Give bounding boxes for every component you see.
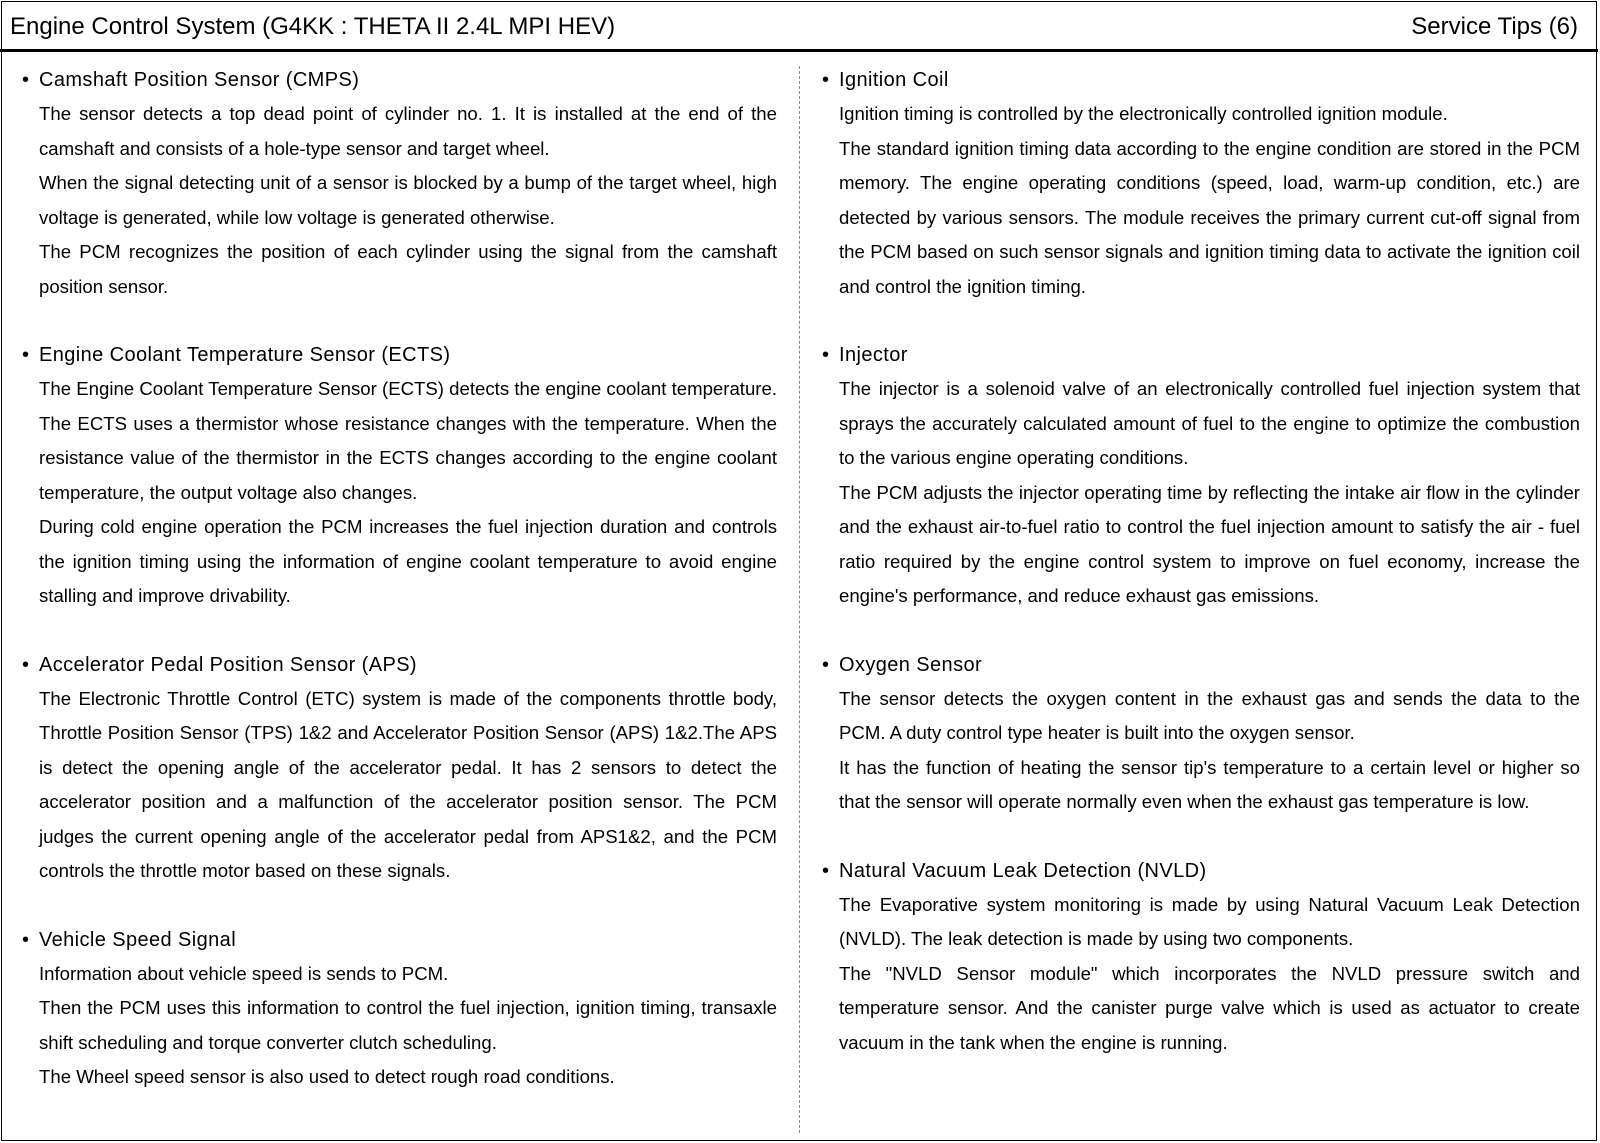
section-vehicle-speed (22, 923, 777, 1095)
bullet-icon: • (22, 344, 30, 366)
bullet-icon: • (22, 653, 30, 676)
section-nvld (822, 854, 1580, 1061)
paragraph: When the signal detecting unit of a sensor is blocked by a bump of the target wheel, high voltage is generated, while low voltage is generated otherwise. (39, 172, 777, 228)
column-divider (799, 66, 800, 1133)
left-column (22, 63, 777, 1143)
bullet-icon: • (22, 928, 30, 951)
page-title: Engine Control System (G4KK : THETA II 2.4L MPI HEV) (10, 13, 616, 40)
paragraph: The Electronic Throttle Control (ETC) system is made of the components throttle body, Throttle Position Sensor (TPS) 1&2 and Accelerator Position Sensor (APS) 1&2.The APS is detect the opening angle of the accelerator pedal. It has 2 sensors to detect the accelerator position and a malfunction of the accelerator position sensor. The PCM judges the current opening angle of the accelerator pedal from APS1&2, and the PCM controls the throttle motor based on these signals. (39, 687, 777, 881)
paragraph: The Engine Coolant Temperature Sensor (ECTS) detects the engine coolant temperature. The ECTS uses a thermistor whose resistance changes with the temperature. When the resistance value of the thermistor in the ECTS changes according to the engine coolant temperature, the output voltage also changes. (39, 378, 777, 503)
page-header (0, 0, 1598, 52)
paragraph: The sensor detects a top dead point of cylinder no. 1. It is installed at the end of the camshaft and consists of a hole-type sensor and target wheel. (39, 103, 777, 159)
paragraph: The "NVLD Sensor module" which incorporates the NVLD pressure switch and temperature sensor. And the canister purge valve which is used as actuator to create vacuum in the tank when the engine is running. (839, 962, 1580, 1053)
bullet-icon: • (22, 69, 30, 91)
page-label: Service Tips (6) (1411, 13, 1578, 40)
section-title: Vehicle Speed Signal (39, 928, 237, 951)
paragraph: During cold engine operation the PCM increases the fuel injection duration and controls the ignition timing using the information of engine coolant temperature to avoid engine stalling and improve drivability. (39, 516, 777, 606)
section-aps (22, 648, 777, 889)
section-title: Natural Vacuum Leak Detection (NVLD) (839, 859, 1207, 882)
section-oxygen-sensor (822, 648, 1580, 820)
bullet-icon: • (822, 69, 830, 91)
section-ignition-coil (822, 63, 1580, 304)
section-title: Oxygen Sensor (839, 653, 983, 676)
paragraph: The PCM adjusts the injector operating time by reflecting the intake air flow in the cylinder and the exhaust air-to-fuel ratio to control the fuel injection amount to satisfy the air - fuel ratio required by the engine control system to improve on fuel economy, increase the engine's performance, and reduce exhaust gas emissions. (839, 481, 1580, 606)
paragraph: It has the function of heating the sensor tip's temperature to a certain level or higher so that the sensor will operate normally even when the exhaust gas temperature is low. (839, 756, 1580, 812)
paragraph: The PCM recognizes the position of each cylinder using the signal from the camshaft position sensor. (39, 241, 777, 297)
section-title: Ignition Coil (839, 69, 949, 91)
paragraph: Information about vehicle speed is sends to PCM. (39, 962, 449, 984)
section-title: Injector (839, 344, 908, 366)
section-title: Engine Coolant Temperature Sensor (ECTS) (39, 344, 451, 366)
section-cmps (22, 63, 777, 304)
bullet-icon: • (822, 653, 830, 676)
section-title: Camshaft Position Sensor (CMPS) (39, 69, 360, 91)
paragraph: Ignition timing is controlled by the electronically controlled ignition module. (839, 103, 1448, 124)
paragraph: The Evaporative system monitoring is made by using Natural Vacuum Leak Detection (NVLD). The leak detection is made by using two components. (839, 893, 1580, 949)
paragraph: The injector is a solenoid valve of an electronically controlled fuel injection system that sprays the accurately calculated amount of fuel to the engine to optimize the combustion to the various engine operating conditions. (839, 378, 1580, 468)
paragraph: The standard ignition timing data according to the engine condition are stored in the PCM memory. The engine operating conditions (speed, load, warm-up condition, etc.) are detected by various sensors. The module receives the primary current cut-off signal from the PCM based on such sensor signals and ignition timing data to activate the ignition coil and control the ignition timing. (839, 137, 1580, 297)
paragraph: Then the PCM uses this information to control the fuel injection, ignition timing, transaxle shift scheduling and torque converter clutch scheduling. (39, 997, 777, 1053)
paragraph: The sensor detects the oxygen content in the exhaust gas and sends the data to the PCM. A duty control type heater is built into the oxygen sensor. (839, 687, 1580, 743)
paragraph: The Wheel speed sensor is also used to detect rough road conditions. (39, 1066, 615, 1087)
section-injector (822, 338, 1580, 614)
section-ects (22, 338, 777, 614)
section-title: Accelerator Pedal Position Sensor (APS) (39, 653, 417, 676)
bullet-icon: • (822, 859, 830, 882)
right-column (822, 63, 1580, 1143)
bullet-icon: • (822, 344, 830, 366)
